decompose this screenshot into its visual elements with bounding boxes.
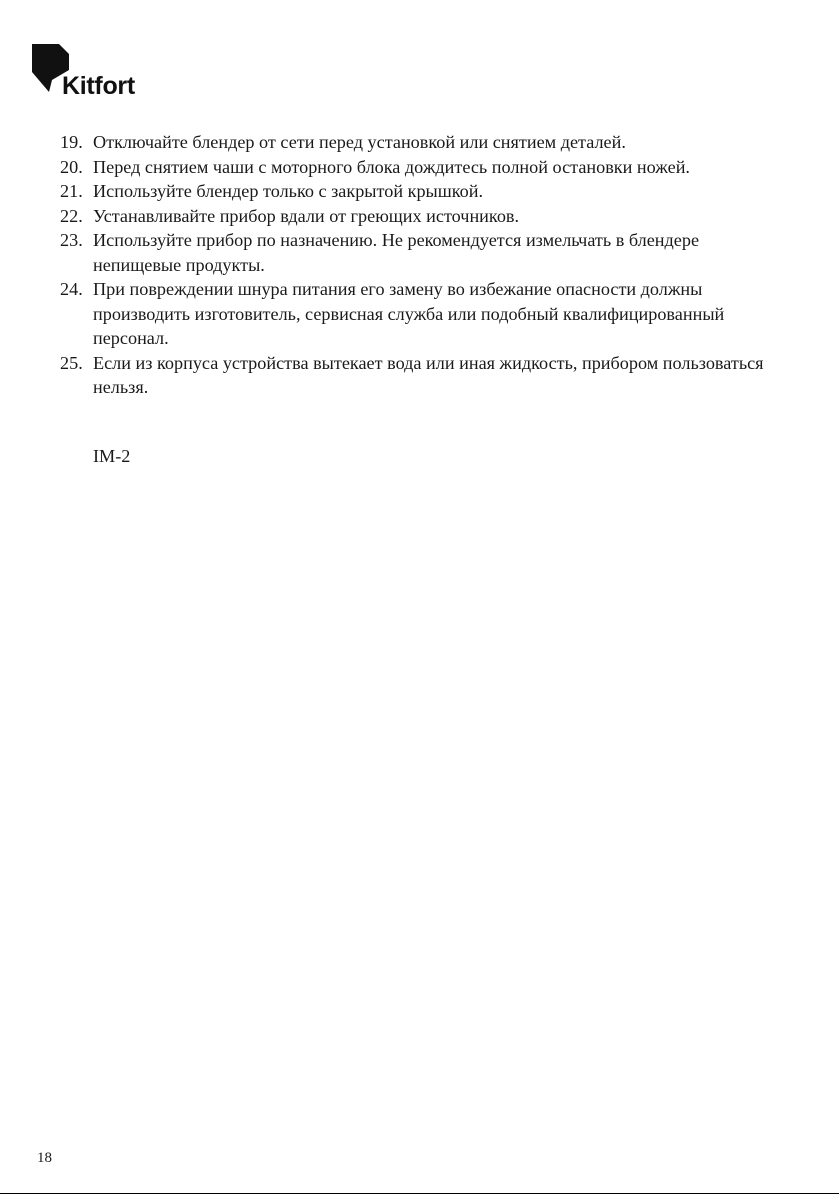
item-number: 23. <box>60 230 83 250</box>
item-number: 24. <box>60 279 83 299</box>
list-item <box>60 351 775 400</box>
page-number: 18 <box>37 1150 52 1166</box>
list-item <box>60 204 775 229</box>
item-number: 19. <box>60 132 83 152</box>
brand-logo <box>32 44 162 100</box>
item-number: 22. <box>60 205 83 226</box>
list-item <box>60 228 775 277</box>
safety-instructions-list <box>60 130 775 400</box>
item-text: Используйте блендер только с закрытой крышкой. <box>93 181 484 201</box>
model-code: IM-2 <box>93 446 131 466</box>
item-text: Отключайте блендер от сети перед установкой или снятием деталей. <box>93 132 626 152</box>
list-item <box>60 130 775 155</box>
item-text: Используйте прибор по назначению. Не рекомендуется измельчать в блендере непищевые продукты. <box>93 230 700 275</box>
item-text: Перед снятием чаши с моторного блока дождитесь полной остановки ножей. <box>93 156 690 177</box>
page-bottom-divider <box>0 1193 839 1194</box>
item-text: Если из корпуса устройства вытекает вода или иная жидкость, прибором пользоваться нельзя. <box>93 352 764 397</box>
item-text: При повреждении шнура питания его замену во избежание опасности должны производить изготовитель, сервисная служба или подобный квалифицированный персонал. <box>93 279 725 348</box>
item-number: 20. <box>60 156 83 177</box>
item-text: Устанавливайте прибор вдали от греющих источников. <box>93 205 520 226</box>
item-number: 21. <box>60 181 83 201</box>
list-item <box>60 179 775 204</box>
list-item <box>60 155 775 180</box>
brand-name: Kitfort <box>62 72 135 100</box>
list-item <box>60 277 775 351</box>
item-number: 25. <box>60 352 83 373</box>
